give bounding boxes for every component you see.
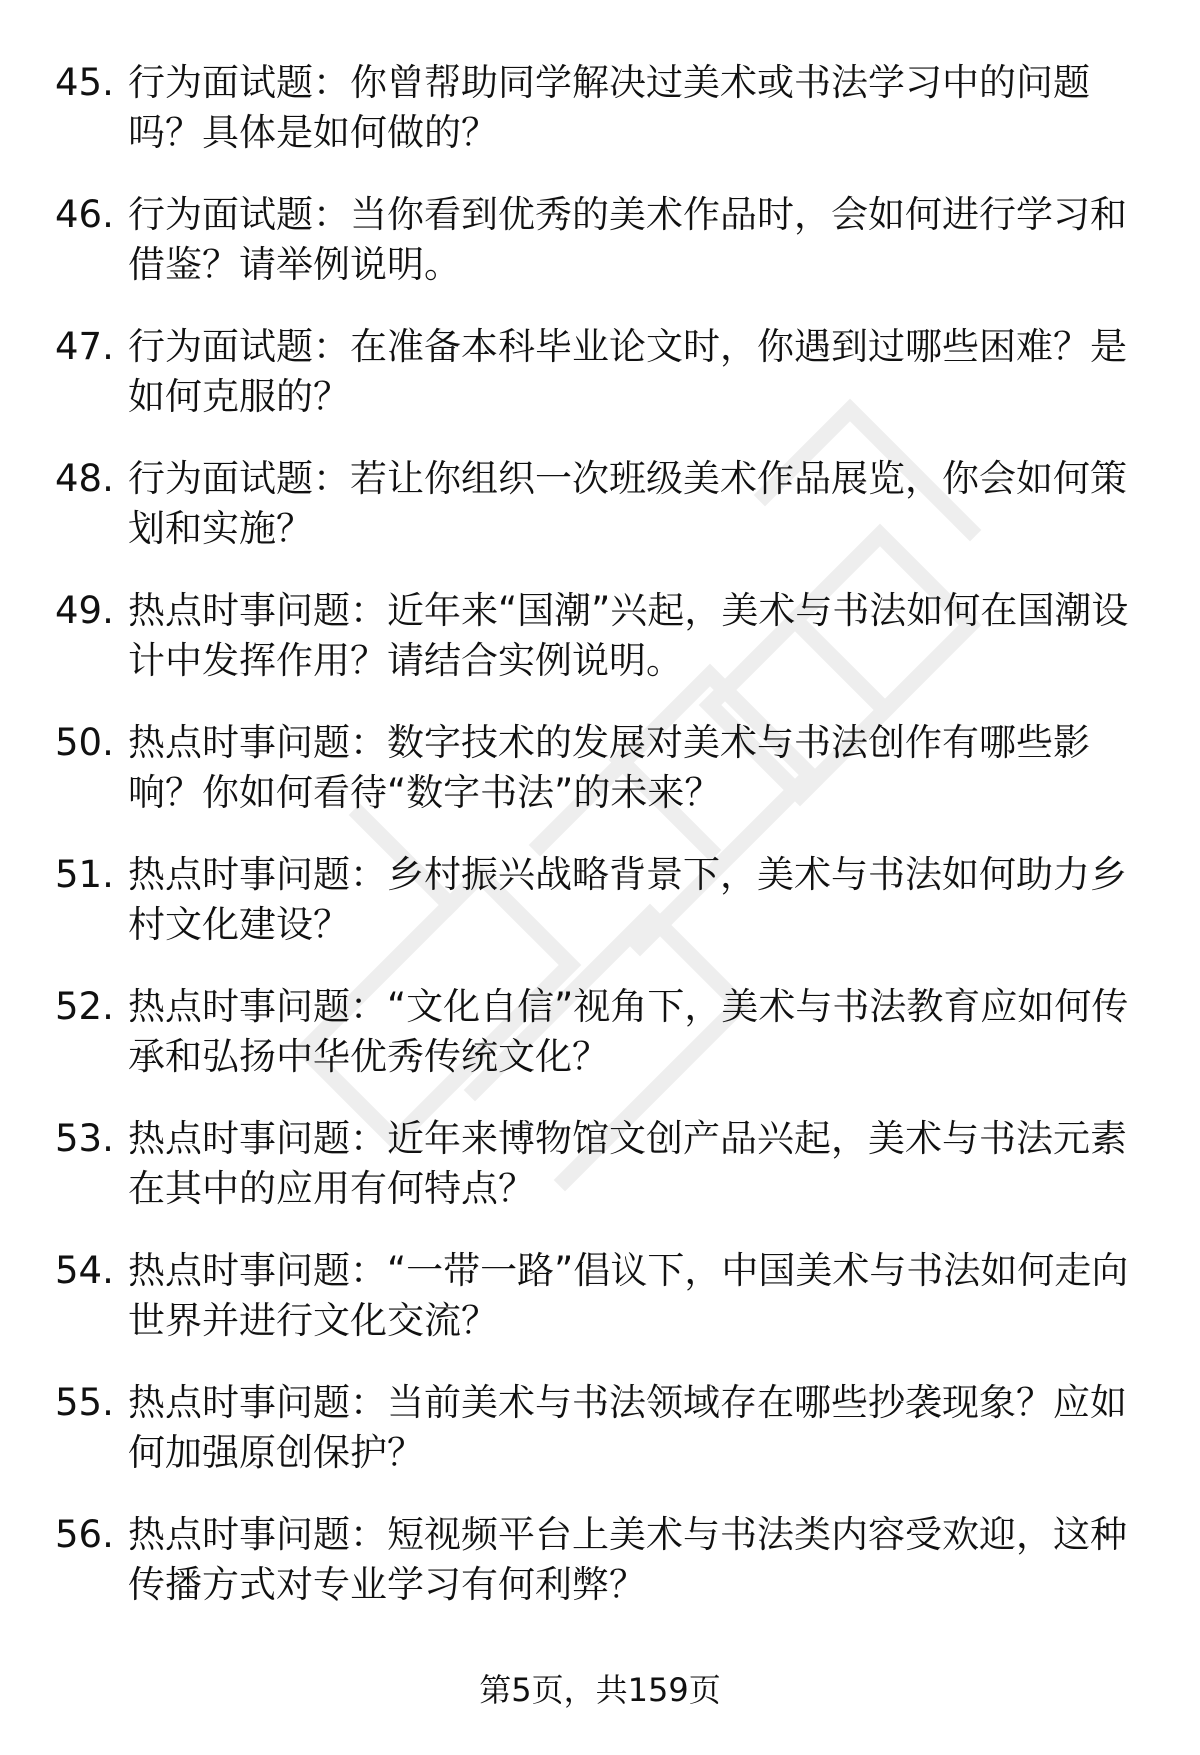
question-item-53 — [55, 1114, 1145, 1214]
question-text: 热点时事问题：近年来“国潮”兴起，美术与书法如何在国潮设计中发挥作用？请结合实例说明。 — [128, 589, 1129, 682]
question-item-56 — [55, 1510, 1145, 1610]
question-number: 50. — [55, 721, 114, 764]
question-text: 热点时事问题：短视频平台上美术与书法类内容受欢迎，这种传播方式对专业学习有何利弊？ — [128, 1513, 1127, 1606]
question-text: 行为面试题：若让你组织一次班级美术作品展览，你会如何策划和实施？ — [128, 457, 1127, 550]
question-number: 47. — [55, 325, 114, 368]
question-item-48 — [55, 454, 1145, 554]
question-item-52 — [55, 982, 1145, 1082]
question-item-51 — [55, 850, 1145, 950]
question-item-54 — [55, 1246, 1145, 1346]
question-item-46 — [55, 190, 1145, 290]
question-number: 53. — [55, 1117, 114, 1160]
question-item-55 — [55, 1378, 1145, 1478]
question-text: 行为面试题：你曾帮助同学解决过美术或书法学习中的问题吗？具体是如何做的？ — [128, 61, 1090, 154]
question-number: 51. — [55, 853, 114, 896]
question-text: 热点时事问题：近年来博物馆文创产品兴起，美术与书法元素在其中的应用有何特点？ — [128, 1117, 1127, 1210]
question-item-47 — [55, 322, 1145, 422]
question-number: 48. — [55, 457, 114, 500]
question-item-45 — [55, 58, 1145, 158]
question-text: 行为面试题：在准备本科毕业论文时，你遇到过哪些困难？是如何克服的？ — [128, 325, 1127, 418]
question-number: 56. — [55, 1513, 114, 1556]
question-text: 热点时事问题：“一带一路”倡议下，中国美术与书法如何走向世界并进行文化交流？ — [128, 1249, 1129, 1342]
question-text: 热点时事问题：当前美术与书法领域存在哪些抄袭现象？应如何加强原创保护？ — [128, 1381, 1127, 1474]
question-number: 55. — [55, 1381, 114, 1424]
question-number: 46. — [55, 193, 114, 236]
question-number: 49. — [55, 589, 114, 632]
question-number: 52. — [55, 985, 114, 1028]
question-item-50 — [55, 718, 1145, 818]
question-number: 54. — [55, 1249, 114, 1292]
question-item-49 — [55, 586, 1145, 686]
question-number: 45. — [55, 61, 114, 104]
question-list — [55, 58, 1145, 1642]
question-text: 行为面试题：当你看到优秀的美术作品时，会如何进行学习和借鉴？请举例说明。 — [128, 193, 1127, 286]
question-text: 热点时事问题：数字技术的发展对美术与书法创作有哪些影响？你如何看待“数字书法”的未来？ — [128, 721, 1090, 814]
question-text: 热点时事问题：“文化自信”视角下，美术与书法教育应如何传承和弘扬中华优秀传统文化？ — [128, 985, 1129, 1078]
question-text: 热点时事问题：乡村振兴战略背景下，美术与书法如何助力乡村文化建设？ — [128, 853, 1127, 946]
page-number-footer: 第5页，共159页 — [479, 1671, 721, 1709]
